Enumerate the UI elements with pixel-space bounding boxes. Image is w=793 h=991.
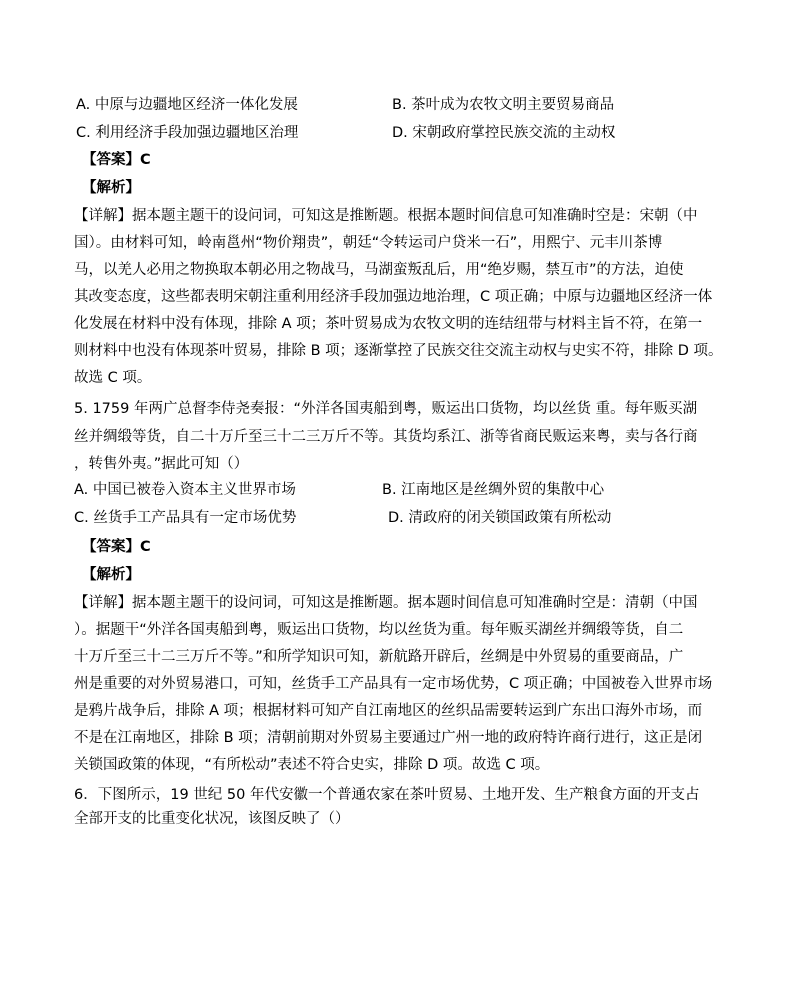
q4-option-b: B. 茶叶成为农牧文明主要贸易商品: [392, 97, 615, 113]
q4-detail-line: 马，以羌人必用之物换取本朝必用之物战马，马湖蛮叛乱后，用“绝岁赐，禁互市”的方法，迫使: [74, 262, 684, 278]
q5-detail-line: ）。据题干“外洋各国夷船到粤，贩运出口货物，均以丝货为重。每年贩买湖丝并绸缎等货，自二: [74, 622, 684, 638]
q4-detail-line: 化发展在材料中没有体现，排除 A 项；茶叶贸易成为农牧文明的连结纽带与材料主旨不符，在第一: [74, 316, 703, 332]
q5-option-b: B. 江南地区是丝绸外贸的集散中心: [382, 482, 605, 498]
q4-detail-line: 国）。由材料可知，岭南邕州“物价翔贵”，朝廷“令转运司户贷米一石”，用熙宁、元丰川茶博: [74, 235, 663, 251]
q5-stem-line: 5. 1759 年两广总督李侍尧奏报：“外洋各国夷船到粤，贩运出口货物，均以丝货 重。每年贩买湖: [74, 401, 698, 417]
q5-detail-line: 【详解】据本题主题干的设问词，可知这是推断题。据本题时间信息可知准确时空是：清朝（中国: [74, 595, 698, 611]
q4-detail-line: 其改变态度，这些都表明宋朝注重利用经济手段加强边地治理，C 项正确；中原与边疆地区经济一体: [74, 289, 713, 305]
q5-option-a: A. 中国已被卷入资本主义世界市场: [74, 482, 296, 498]
q4-option-c: C. 利用经济手段加强边疆地区治理: [76, 125, 299, 141]
q6-stem-line: 全部开支的比重变化状况，该图反映了（）: [74, 811, 350, 827]
q4-answer: 【答案】C: [82, 152, 151, 168]
q5-detail-line: 十万斤至三十二三万斤不等。”和所学知识可知，新航路开辟后，丝绸是中外贸易的重要商品，广: [74, 649, 684, 665]
q6-stem-line: 6．下图所示，19 世纪 50 年代安徽一个普通农家在茶叶贸易、土地开发、生产粮食方面的开支占: [74, 787, 700, 803]
q4-detail-line: 则材料中也没有体现茶叶贸易，排除 B 项；逐渐掌控了民族交往交流主动权与史实不符，排除 D 项。: [74, 343, 723, 359]
q5-answer: 【答案】C: [82, 539, 151, 555]
q5-option-c: C. 丝货手工产品具有一定市场优势: [74, 510, 297, 526]
q4-analysis-label: 【解析】: [82, 180, 140, 196]
q4-option-d: D. 宋朝政府掌控民族交流的主动权: [392, 125, 616, 141]
q5-option-d: D. 清政府的闭关锁国政策有所松动: [388, 510, 612, 526]
q5-detail-line: 不是在江南地区，排除 B 项；清朝前期对外贸易主要通过广州一地的政府特许商行进行，这正是闭: [74, 730, 703, 746]
q5-detail-line: 关锁国政策的体现，“有所松动”表述不符合史实，排除 D 项。故选 C 项。: [74, 757, 550, 773]
q5-detail-line: 州是重要的对外贸易港口，可知，丝货手工产品具有一定市场优势，C 项正确；中国被卷入世界市场: [74, 676, 713, 692]
q5-stem-line: 丝并绸缎等货，自二十万斤至三十二三万斤不等。其货均系江、浙等省商民贩运来粤，卖与各行商: [74, 429, 698, 445]
q5-detail-line: 是鸦片战争后，排除 A 项；根据材料可知产自江南地区的丝织品需要转运到广东出口海外市场，而: [74, 703, 703, 719]
q5-stem-line: ，转售外夷。”据此可知（）: [74, 456, 249, 472]
q5-analysis-label: 【解析】: [82, 567, 140, 583]
q4-detail-line: 【详解】据本题主题干的设问词，可知这是推断题。根据本题时间信息可知准确时空是：宋朝（中: [74, 208, 698, 224]
q4-option-a: A. 中原与边疆地区经济一体化发展: [76, 97, 298, 113]
q4-detail-line: 故选 C 项。: [74, 370, 152, 386]
